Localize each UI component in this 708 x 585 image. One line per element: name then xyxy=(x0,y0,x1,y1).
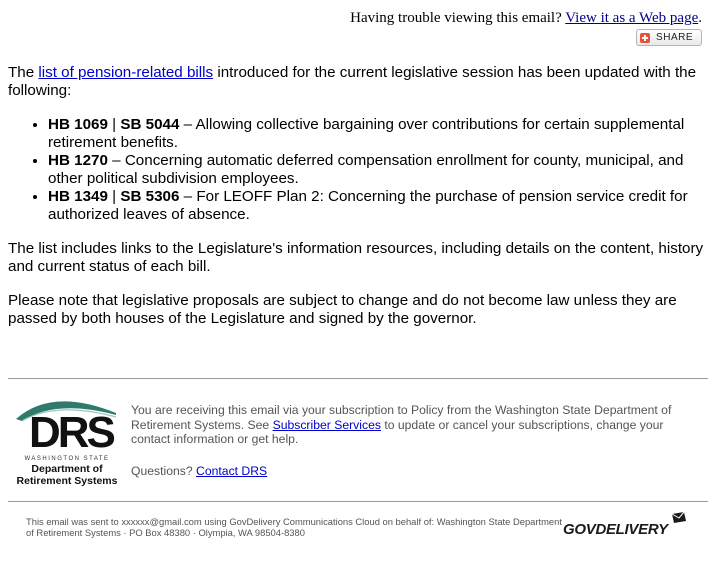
house-bill: HB 1349 xyxy=(48,188,108,205)
share-button[interactable] xyxy=(636,29,702,46)
bill-description: – Allowing collective bargaining over contributions for certain supplemental retirement benefits. xyxy=(48,116,685,151)
bill-list xyxy=(8,116,706,224)
email-body xyxy=(8,64,706,344)
intro-paragraph xyxy=(8,64,706,100)
senate-bill: SB 5306 xyxy=(120,188,180,205)
note-paragraph: Please note that legislative proposals are subject to change and do not become law unless they are passed by both houses of the Legislature and signed by the governor. xyxy=(8,292,677,327)
period: . xyxy=(698,10,702,26)
trouble-text: Having trouble viewing this email? xyxy=(350,10,566,26)
subscriber-services-link[interactable]: Subscriber Services xyxy=(272,417,381,432)
bill-separator: | xyxy=(107,188,121,205)
govdelivery-wordmark: GOVDELIVERY xyxy=(563,521,668,538)
share-label: SHARE xyxy=(656,32,693,43)
plus-icon xyxy=(640,33,650,43)
govdelivery-logo xyxy=(563,511,688,545)
questions-line xyxy=(131,464,267,478)
senate-bill: SB 5044 xyxy=(120,116,180,133)
house-bill: HB 1270 xyxy=(48,152,108,169)
view-web-page-link[interactable]: View it as a Web page xyxy=(565,10,699,26)
questions-label: Questions? xyxy=(131,464,197,478)
fine-print: This email was sent to xxxxxx@gmail.com using GovDelivery Communications Cloud on behalf of: Washington State Department of Retirement Systems · PO Box 48380 · Olympia, WA 98504-8380 xyxy=(26,516,562,538)
web-view-bar xyxy=(350,10,702,48)
dept-line-1: Department of xyxy=(31,463,103,475)
drs-letters: DRS xyxy=(29,408,113,457)
bill-item xyxy=(48,116,706,152)
drs-logo xyxy=(12,393,122,488)
bill-description: – For LEOFF Plan 2: Concerning the purchase of pension service credit for authorized leaves of absence. xyxy=(48,188,688,223)
contact-drs-link[interactable]: Contact DRS xyxy=(196,464,268,478)
divider xyxy=(8,378,708,379)
footer-divider xyxy=(8,501,708,502)
web-view-line xyxy=(350,10,702,27)
subscription-suffix: to update or cancel your subscriptions, change your contact information or get help. xyxy=(131,417,664,446)
intro-prefix: The xyxy=(8,64,39,81)
bill-item xyxy=(48,188,706,224)
house-bill: HB 1069 xyxy=(48,116,108,133)
subscription-notice xyxy=(131,403,701,447)
bill-item xyxy=(48,152,706,188)
envelope-icon xyxy=(671,511,687,525)
bill-description: – Concerning automatic deferred compensation enrollment for county, municipal, and other political subdivision employees. xyxy=(48,152,684,187)
subscription-text: You are receiving this email via your subscription to Policy from the Washington State Department of Retirement Systems. See xyxy=(131,403,672,432)
list-info-paragraph: The list includes links to the Legislature's information resources, including details on the content, history and current status of each bill. xyxy=(8,240,704,275)
washington-state-label: WASHINGTON STATE xyxy=(24,456,110,462)
intro-suffix: introduced for the current legislative session has been updated with the following: xyxy=(8,64,697,99)
bill-separator: | xyxy=(107,116,121,133)
dept-line-2: Retirement Systems xyxy=(16,475,118,487)
pension-bills-link[interactable]: list of pension-related bills xyxy=(38,64,214,81)
